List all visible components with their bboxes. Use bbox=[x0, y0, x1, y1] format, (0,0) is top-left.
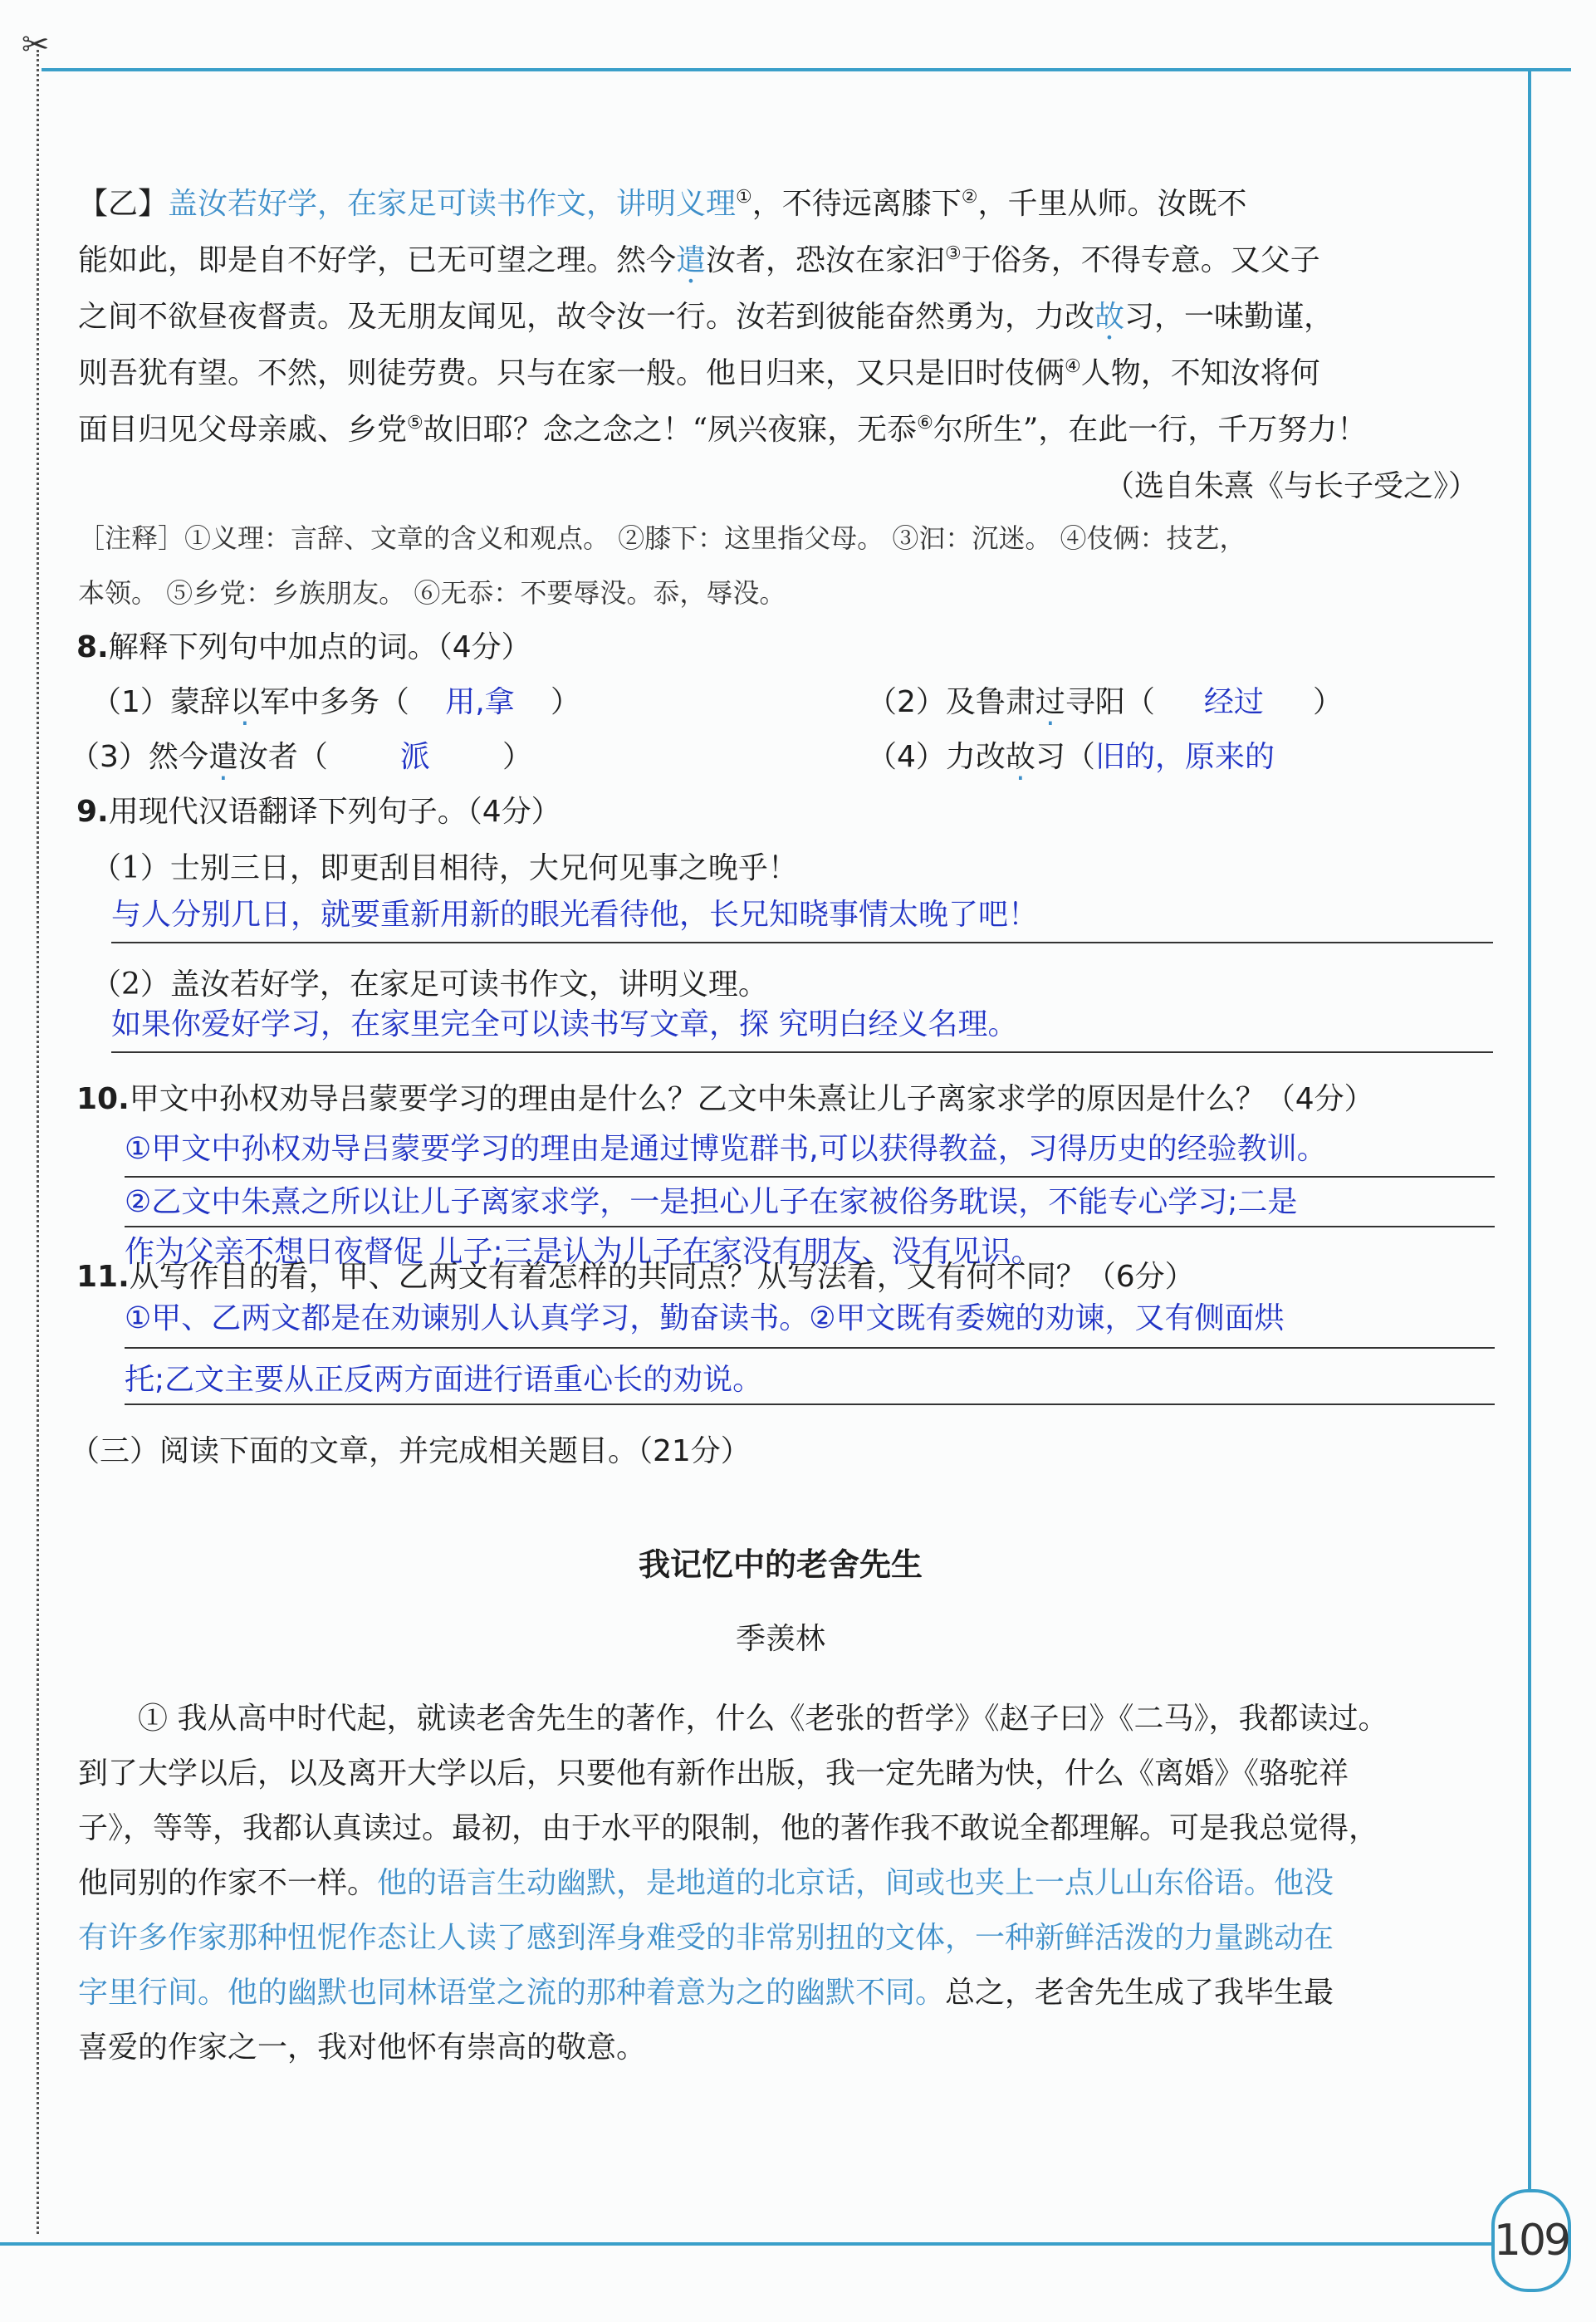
article-line-1: ① 我从高中时代起，就读老舍先生的著作，什么《老张的哲学》《赵子曰》《二马》，我都读过。 bbox=[138, 1702, 1388, 1736]
answer-11-line-2[interactable]: 托;乙文主要从正反两方面进行语重心长的劝说。 bbox=[125, 1363, 763, 1397]
q8-item-4 bbox=[867, 737, 1275, 777]
q9-sentence-1: （1）士别三日，即更刮目相待，大兄何见事之晚乎！ bbox=[91, 851, 798, 885]
text-segment: ） bbox=[502, 740, 532, 774]
question-text: 解释下列句中加点的词。（4分） bbox=[108, 630, 531, 664]
note-ref: ① bbox=[736, 187, 752, 208]
q8-stem bbox=[76, 628, 531, 668]
text-segment: 则吾犹有望。不然，则徒劳费。只与在家一般。他日归来，又只是旧时伎俩 bbox=[78, 356, 1065, 390]
text-segment: 他同别的作家不一样。 bbox=[78, 1866, 378, 1900]
answer-8-4[interactable]: 旧的，原来的 bbox=[1094, 740, 1275, 774]
answer-line bbox=[125, 1403, 1495, 1405]
text-segment: 习（ bbox=[1035, 740, 1095, 774]
q10-stem bbox=[76, 1080, 1374, 1119]
answer-9-2[interactable]: 如果你爱好学习，在家里完全可以读书写文章，探 究明白经义名理。 bbox=[111, 1007, 1018, 1041]
question-number: 9. bbox=[76, 795, 109, 829]
answer-line bbox=[125, 1226, 1495, 1227]
dotted-word: 故 bbox=[1005, 740, 1035, 774]
scissors-icon: ✂ bbox=[22, 26, 50, 64]
article-title: 我记忆中的老舍先生 bbox=[638, 1546, 923, 1583]
passage-source: （选自朱熹《与长子受之》） bbox=[1104, 469, 1479, 503]
note-ref: ⑥ bbox=[917, 413, 933, 434]
article-line-3: 子》，等等，我都认真读过。最初，由于水平的限制，他的著作我不敢说全都理解。可是我总觉得， bbox=[78, 1811, 1379, 1845]
answer-line bbox=[125, 1176, 1495, 1178]
page-number: 109 bbox=[1491, 2189, 1571, 2292]
answer-8-1[interactable]: 用,拿 bbox=[445, 685, 515, 719]
answer-11-line-1[interactable]: ①甲、乙两文都是在劝谏别人认真学习，勤奋读书。②甲文既有委婉的劝谏，又有侧面烘 bbox=[125, 1301, 1285, 1335]
note-ref: ② bbox=[961, 187, 978, 208]
note-ref: ⑤ bbox=[407, 413, 423, 434]
page-border-top bbox=[42, 68, 1571, 71]
dotted-word: 过 bbox=[1035, 685, 1065, 719]
text-segment: （1）蒙辞 bbox=[91, 685, 230, 719]
page-border-right bbox=[1528, 68, 1531, 2244]
answer-9-1[interactable]: 与人分别几日，就要重新用新的眼光看待他，长兄知晓事情太晚了吧！ bbox=[111, 898, 1039, 932]
passage-yi-line-5 bbox=[78, 410, 1367, 450]
article-line-4 bbox=[78, 1864, 1334, 1903]
passage-yi-line-1 bbox=[78, 184, 1247, 224]
text-segment: 总之，老舍先生成了我毕生最 bbox=[945, 1976, 1334, 2010]
notes-line-1: ［注释］①义理：言辞、文章的含义和观点。 ②膝下：这里指父母。 ③汩：沉迷。 ④伎俩：技艺， bbox=[78, 522, 1246, 554]
passage-label: 【乙】 bbox=[78, 187, 169, 221]
text-segment: 面目归见父母亲戚、乡党 bbox=[78, 413, 408, 447]
text-segment: 军中多务（ bbox=[259, 685, 409, 719]
note-ref: ④ bbox=[1065, 356, 1081, 377]
answer-line bbox=[125, 1347, 1495, 1349]
dotted-word: 以 bbox=[229, 685, 260, 719]
highlighted-sentence: 字里行间。他的幽默也同林语堂之流的那种着意为之的幽默不同。 bbox=[78, 1976, 946, 2010]
text-segment: 习，一味勤谨， bbox=[1124, 300, 1334, 334]
article-line-2: 到了大学以后，以及离开大学以后，只要他有新作出版，我一定先睹为快，什么《离婚》《骆驼祥 bbox=[78, 1756, 1349, 1790]
answer-line bbox=[111, 942, 1493, 943]
answer-10-line-2[interactable]: ②乙文中朱熹之所以让儿子离家求学，一是担心儿子在家被俗务耽误，不能专心学习;二是 bbox=[125, 1185, 1298, 1219]
question-number: 11. bbox=[76, 1260, 130, 1294]
answer-8-2[interactable]: 经过 bbox=[1203, 685, 1264, 719]
notes-line-2: 本领。 ⑤乡党：乡族朋友。 ⑥无忝：不要辱没。忝，辱没。 bbox=[78, 577, 786, 609]
q11-stem bbox=[76, 1257, 1195, 1297]
question-text: 用现代汉语翻译下列句子。（4分） bbox=[108, 795, 561, 829]
text-segment: 于俗务，不得专意。又父子 bbox=[961, 243, 1320, 277]
q8-item-1 bbox=[91, 683, 580, 723]
question-number: 10. bbox=[76, 1082, 130, 1116]
text-segment: 尔所生”，在此一行，千万努力！ bbox=[933, 413, 1368, 447]
passage-yi-line-3 bbox=[78, 297, 1334, 337]
q8-item-2 bbox=[867, 683, 1343, 723]
article-line-5: 有许多作家那种忸怩作态让人读了感到浑身难受的非常别扭的文体，一种新鲜活泼的力量跳动在 bbox=[78, 1921, 1334, 1955]
text-segment: （2）及鲁肃 bbox=[867, 685, 1035, 719]
dotted-word: 故 bbox=[1094, 300, 1125, 334]
page-border-bottom bbox=[0, 2242, 1531, 2246]
article-line-7: 喜爱的作家之一，我对他怀有崇高的敬意。 bbox=[78, 2031, 647, 2065]
text-segment: ） bbox=[550, 685, 580, 719]
question-text: 从写作目的看，甲、乙两文有着怎样的共同点？从写法看，又有何不同？（6分） bbox=[129, 1260, 1195, 1294]
dotted-word: 遣 bbox=[676, 243, 707, 277]
text-segment: 能如此，即是自不好学，已无可望之理。然今 bbox=[78, 243, 677, 277]
text-segment: 故旧耶？念之念之！“夙兴夜寐，无忝 bbox=[423, 413, 918, 447]
answer-line bbox=[111, 1051, 1493, 1053]
text-segment: ，不待远离膝下 bbox=[751, 187, 962, 221]
text-segment: ） bbox=[1312, 685, 1343, 719]
q9-sentence-2: （2）盖汝若好学，在家足可读书作文，讲明义理。 bbox=[91, 968, 768, 1002]
highlighted-sentence: 盖汝若好学，在家足可读书作文，讲明义理 bbox=[168, 187, 737, 221]
text-segment: （3）然今 bbox=[70, 740, 208, 774]
cut-line bbox=[37, 50, 39, 2234]
question-text: 甲文中孙权劝导吕蒙要学习的理由是什么？乙文中朱熹让儿子离家求学的原因是什么？（4分） bbox=[129, 1082, 1374, 1116]
answer-10-line-1[interactable]: ①甲文中孙权劝导吕蒙要学习的理由是通过博览群书,可以获得教益，习得历史的经验教训。 bbox=[125, 1132, 1327, 1166]
text-segment: 汝者，恐汝在家汩 bbox=[706, 243, 946, 277]
section-3-heading: （三）阅读下面的文章，并完成相关题目。（21分） bbox=[70, 1434, 751, 1468]
highlighted-sentence: 他的语言生动幽默，是地道的北京话，间或也夹上一点儿山东俗语。他没 bbox=[377, 1866, 1334, 1900]
passage-yi-line-2 bbox=[78, 241, 1320, 281]
q9-stem bbox=[76, 792, 561, 832]
text-segment: 人物，不知汝将何 bbox=[1080, 356, 1320, 390]
q8-item-3 bbox=[70, 737, 532, 777]
answer-8-3[interactable]: 派 bbox=[399, 740, 430, 774]
text-segment: 汝者（ bbox=[237, 740, 328, 774]
question-number: 8. bbox=[76, 630, 109, 664]
article-line-6 bbox=[78, 1973, 1334, 2013]
answer-10-line-3[interactable]: 作为父亲不想日夜督促 儿子;三是认为儿子在家没有朋友、没有见识。 bbox=[125, 1235, 1041, 1269]
note-ref: ③ bbox=[945, 243, 962, 264]
article-author: 季羡林 bbox=[735, 1622, 825, 1656]
dotted-word: 遣 bbox=[208, 740, 238, 774]
text-segment: ，千里从师。汝既不 bbox=[977, 187, 1247, 221]
passage-yi-line-4 bbox=[78, 354, 1320, 394]
text-segment: 寻阳（ bbox=[1065, 685, 1155, 719]
text-segment: 之间不欲昼夜督责。及无朋友闻见，故令汝一行。汝若到彼能奋然勇为，力改 bbox=[78, 300, 1095, 334]
text-segment: （4）力改 bbox=[867, 740, 1006, 774]
